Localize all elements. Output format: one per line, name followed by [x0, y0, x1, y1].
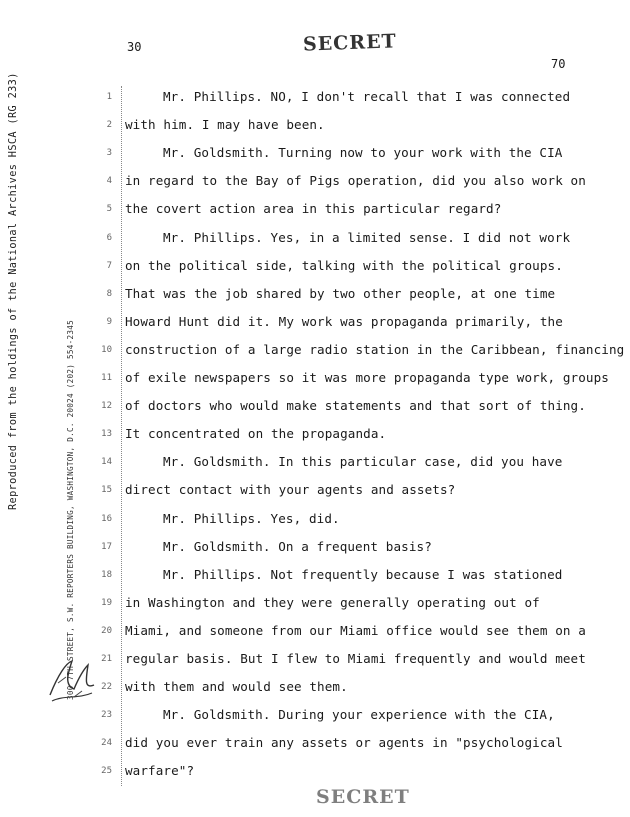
transcript-line: Mr. Phillips. Not frequently because I was stationed [163, 567, 563, 582]
secret-stamp-bottom: SECRET [316, 786, 410, 808]
secret-stamp-top: SECRET [302, 30, 398, 56]
line-number: 4 [106, 176, 112, 186]
line-number: 24 [101, 738, 112, 748]
transcript-line: did you ever train any assets or agents in "psychological [125, 735, 563, 750]
transcript-line: That was the job shared by two other people, at one time [125, 286, 556, 301]
transcript-line: in regard to the Bay of Pigs operation, did you also work on [125, 173, 586, 188]
transcript-line: on the political side, talking with the political groups. [125, 258, 563, 273]
line-number: 5 [106, 204, 112, 214]
transcript-line: Mr. Goldsmith. In this particular case, did you have [163, 454, 563, 469]
transcript-line: of exile newspapers so it was more propaganda type work, groups [125, 370, 609, 385]
line-number: 17 [101, 542, 112, 552]
transcript-line: Mr. Phillips. Yes, in a limited sense. I did not work [163, 230, 571, 245]
line-number: 11 [101, 373, 112, 383]
left-margin-rule [121, 86, 122, 786]
transcript-line: Mr. Phillips. NO, I don't recall that I was connected [163, 89, 571, 104]
line-number: 8 [106, 289, 112, 299]
transcript-line: Mr. Phillips. Yes, did. [163, 511, 340, 526]
page-number-right: 70 [551, 57, 566, 71]
line-number: 1 [106, 92, 112, 102]
line-number: 9 [106, 317, 112, 327]
transcript-line: Miami, and someone from our Miami office would see them on a [125, 623, 586, 638]
line-number: 6 [106, 233, 112, 243]
line-number: 23 [101, 710, 112, 720]
transcript-line: in Washington and they were generally operating out of [125, 595, 540, 610]
line-number: 3 [106, 148, 112, 158]
line-number: 10 [101, 345, 112, 355]
transcript-line: of doctors who would make statements and that sort of thing. [125, 398, 586, 413]
archive-credit-vertical: Reproduced from the holdings of the National Archives HSCA (RG 233) [8, 72, 19, 510]
line-number: 18 [101, 570, 112, 580]
page-number-left: 30 [127, 40, 142, 54]
handwritten-initials [44, 655, 100, 707]
transcript-line: with them and would see them. [125, 679, 348, 694]
transcript-line: warfare"? [125, 763, 195, 778]
line-number: 12 [101, 401, 112, 411]
line-number: 16 [101, 514, 112, 524]
reporter-address-vertical: 300 7TH STREET, S.W. REPORTERS BUILDING, WASHINGTON, D.C. 20024 (202) 554-2345 [66, 319, 75, 700]
transcript-line: Mr. Goldsmith. On a frequent basis? [163, 539, 432, 554]
line-number: 2 [106, 120, 112, 130]
transcript-line: the covert action area in this particular regard? [125, 201, 502, 216]
line-number: 14 [101, 457, 112, 467]
transcript-line: Mr. Goldsmith. Turning now to your work with the CIA [163, 145, 563, 160]
line-number: 15 [101, 485, 112, 495]
line-number: 7 [106, 261, 112, 271]
line-number: 25 [101, 766, 112, 776]
transcript-line: It concentrated on the propaganda. [125, 426, 387, 441]
line-number: 20 [101, 626, 112, 636]
transcript-line: regular basis. But I flew to Miami frequently and would meet [125, 651, 586, 666]
transcript-line: construction of a large radio station in the Caribbean, financing [125, 342, 625, 357]
transcript-line: with him. I may have been. [125, 117, 325, 132]
line-number: 22 [101, 682, 112, 692]
line-number: 21 [101, 654, 112, 664]
transcript-line: direct contact with your agents and assets? [125, 482, 456, 497]
line-number: 19 [101, 598, 112, 608]
transcript-line: Howard Hunt did it. My work was propaganda primarily, the [125, 314, 563, 329]
transcript-line: Mr. Goldsmith. During your experience with the CIA, [163, 707, 555, 722]
line-number: 13 [101, 429, 112, 439]
